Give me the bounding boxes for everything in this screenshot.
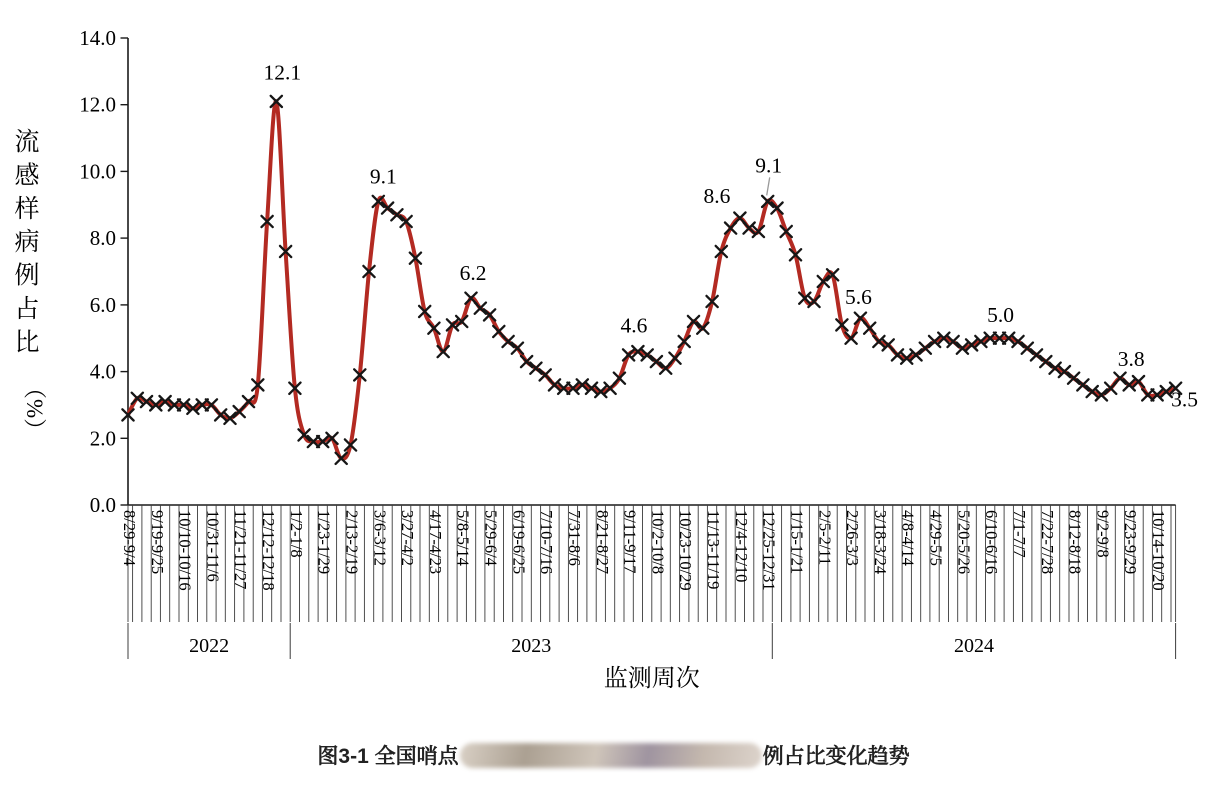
x-tick-label: 7/31-8/6 xyxy=(565,510,584,566)
x-tick-label: 11/21-11/27 xyxy=(231,510,251,590)
peak-annotation: 9.1 xyxy=(369,164,397,189)
y-tick-label: 4.0 xyxy=(89,359,116,384)
peak-annotation: 8.6 xyxy=(703,184,731,209)
x-tick-label: 3/6-3/12 xyxy=(370,510,390,566)
x-tick-label: 2/13-2/19 xyxy=(342,510,362,575)
x-tick-label: 11/13-11/19 xyxy=(704,510,724,590)
svg-text:流: 流 xyxy=(14,129,40,156)
y-tick-label: 14.0 xyxy=(79,26,116,50)
x-tick-label: 4/17-4/23 xyxy=(425,510,445,575)
svg-text:样: 样 xyxy=(14,195,40,223)
x-tick-label: 10/14-10/20 xyxy=(1149,510,1169,591)
week-label-band xyxy=(120,510,1168,591)
x-tick-label: 8/21-8/27 xyxy=(592,510,612,575)
year-label: 2024 xyxy=(954,635,994,657)
peak-annotation: 6.2 xyxy=(459,261,487,286)
peak-annotation: 12.1 xyxy=(263,60,302,85)
peak-annotation: 3.8 xyxy=(1117,346,1145,371)
year-label: 2022 xyxy=(189,635,230,657)
x-tick-label: 2/5-2/11 xyxy=(815,510,835,566)
year-band xyxy=(128,623,1176,659)
x-tick-label: 10/10-10/16 xyxy=(175,510,195,591)
svg-text:感: 感 xyxy=(14,162,40,190)
x-tick-label: 2/26-3/3 xyxy=(843,510,863,566)
x-tick-label: 10/2-10/8 xyxy=(648,510,668,575)
data-series-line xyxy=(128,101,1176,459)
x-tick-label: 6/19-6/25 xyxy=(509,510,529,575)
x-tick-label: 3/27-4/2 xyxy=(398,510,418,566)
x-tick-label: 9/11-9/17 xyxy=(620,510,640,574)
svg-text:病: 病 xyxy=(14,229,40,257)
peak-annotation: 9.1 xyxy=(755,153,783,178)
x-tick-label: 7/22-7/28 xyxy=(1037,510,1057,575)
svg-text:比: 比 xyxy=(14,329,40,357)
y-tick-label: 2.0 xyxy=(89,426,116,451)
year-label: 2023 xyxy=(511,635,552,657)
x-tick-label: 8/29-9/4 xyxy=(120,510,139,566)
x-tick-label: 9/2-9/8 xyxy=(1093,510,1113,558)
x-tick-label: 12/12-12/18 xyxy=(259,510,279,591)
annotation-leader-line xyxy=(767,177,770,195)
y-tick-label: 0.0 xyxy=(89,493,116,517)
x-axis-title: 监测周次 xyxy=(603,666,700,692)
y-tick-label: 6.0 xyxy=(89,292,116,317)
caption-prefix: 图3-1 全国哨点 xyxy=(317,745,459,768)
y-tick-label: 12.0 xyxy=(79,92,116,117)
x-tick-label: 7/10-7/16 xyxy=(537,510,557,575)
caption-suffix: 例占比变化趋势 xyxy=(762,745,910,768)
x-tick-label: 1/2-1/8 xyxy=(286,510,306,558)
x-tick-label: 3/18-3/24 xyxy=(870,510,890,575)
x-tick-label: 4/8-4/14 xyxy=(898,510,918,566)
svg-text:（%）: （%） xyxy=(22,376,47,442)
peak-annotation: 5.6 xyxy=(844,285,872,310)
y-axis xyxy=(79,26,128,517)
x-tick-label: 5/29-6/4 xyxy=(481,510,501,566)
x-tick-label: 7/1-7/7 xyxy=(1010,510,1029,558)
x-tick-label: 9/23-9/29 xyxy=(1121,510,1141,575)
x-tick-label: 10/31-11/6 xyxy=(203,510,223,582)
x-tick-label: 12/4-12/10 xyxy=(731,510,751,583)
redaction-blur xyxy=(460,743,762,768)
x-tick-label: 8/12-8/18 xyxy=(1065,510,1085,575)
svg-text:占: 占 xyxy=(14,296,40,323)
x-tick-label: 4/29-5/5 xyxy=(926,510,946,566)
x-tick-label: 10/23-10/29 xyxy=(676,510,696,591)
x-tick-label: 1/23-1/29 xyxy=(314,510,334,575)
peak-annotation: 4.6 xyxy=(620,313,648,338)
y-axis-title xyxy=(14,128,47,441)
peak-annotations xyxy=(263,60,1198,411)
peak-annotation: 5.0 xyxy=(987,303,1014,328)
peak-annotation: 3.5 xyxy=(1171,387,1199,412)
x-tick-label: 9/19-9/25 xyxy=(147,510,167,575)
x-tick-label: 5/8-5/14 xyxy=(453,510,473,566)
x-tick-label: 5/20-5/26 xyxy=(954,510,974,575)
y-tick-label: 8.0 xyxy=(89,226,116,251)
x-tick-label: 6/10-6/16 xyxy=(982,510,1002,575)
svg-text:例: 例 xyxy=(14,262,40,290)
y-tick-label: 10.0 xyxy=(79,159,116,184)
x-tick-label: 12/25-12/31 xyxy=(759,510,779,591)
x-tick-label: 1/15-1/21 xyxy=(787,510,807,575)
figure-caption xyxy=(0,740,1227,770)
